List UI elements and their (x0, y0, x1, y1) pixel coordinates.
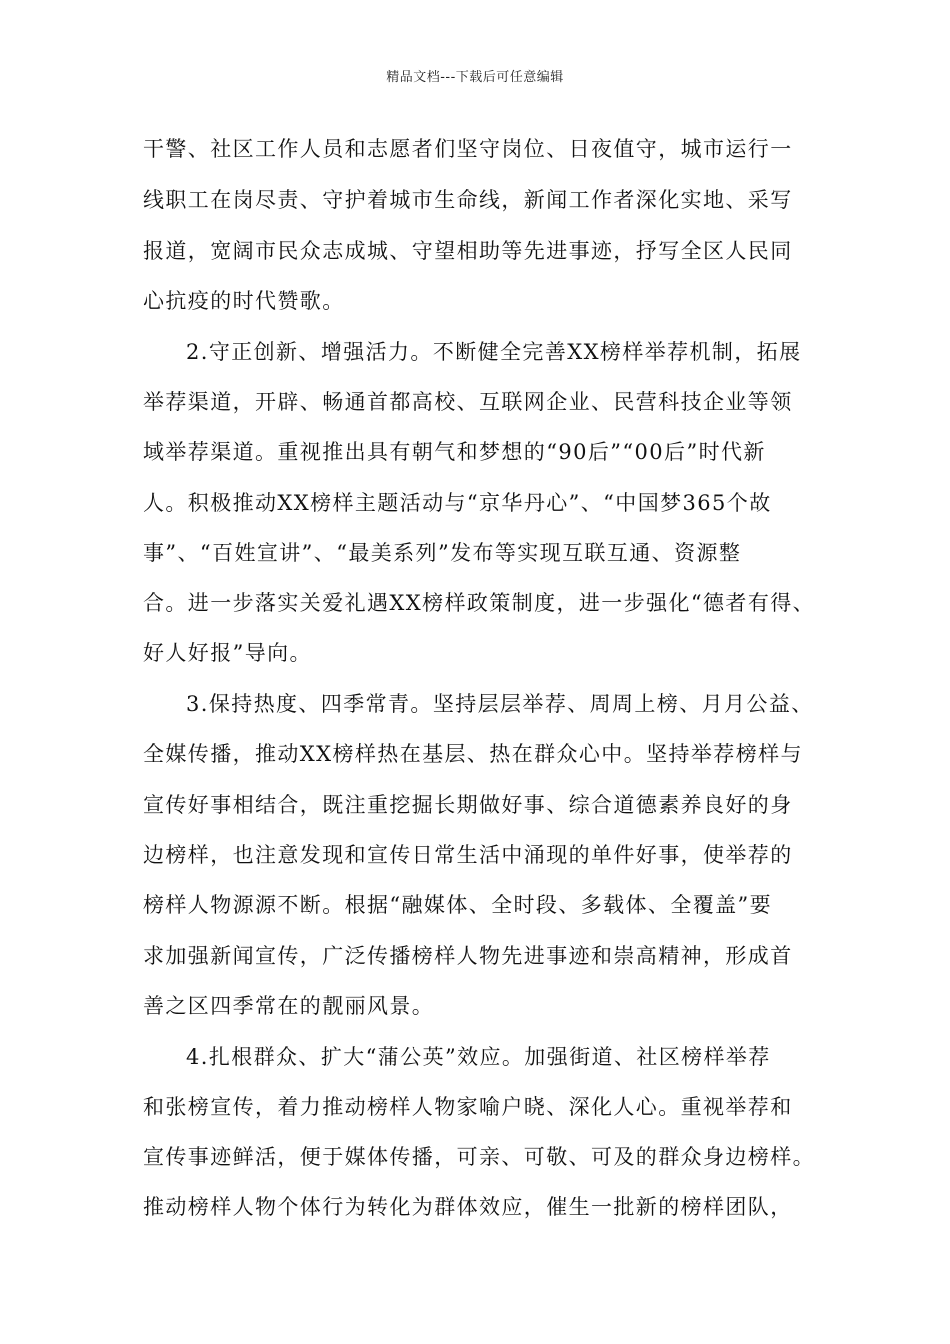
paragraph-line: 线职工在岗尽责、守护着城市生命线，新闻工作者深化实地、采写 (143, 188, 793, 212)
paragraph-line: 报道，宽阔市民众志成城、守望相助等先进事迹，抒写全区人民同 (143, 239, 793, 263)
paragraph-line: 榜样人物源源不断。根据“融媒体、全时段、多载体、全覆盖”要 (143, 893, 773, 917)
paragraph-line: 域举荐渠道。重视推出具有朝气和梦想的“90后”“00后”时代新 (143, 440, 766, 464)
paragraph-line: 宣传事迹鲜活，便于媒体传播，可亲、可敬、可及的群众身边榜样。 (143, 1145, 815, 1169)
paragraph-line: 合。进一步落实关爱礼遇XX榜样政策制度，进一步强化“德者有得、 (143, 591, 816, 615)
paragraph-line: 3.保持热度、四季常青。坚持层层举荐、周周上榜、月月公益、 (186, 692, 814, 716)
paragraph-line: 推动榜样人物个体行为转化为群体效应，催生一批新的榜样团队， (143, 1195, 793, 1219)
paragraph-line: 人。积极推动XX榜样主题活动与“京华丹心”、“中国梦365个故 (143, 491, 772, 515)
paragraph-line: 举荐渠道，开辟、畅通首都高校、互联网企业、民营科技企业等领 (143, 390, 793, 414)
paragraph-line: 干警、社区工作人员和志愿者们坚守岗位、日夜值守，城市运行一 (143, 137, 793, 161)
paragraph-line: 善之区四季常在的靓丽风景。 (143, 994, 435, 1018)
paragraph-line: 心抗疫的时代赞歌。 (143, 289, 345, 313)
paragraph-line: 宣传好事相结合，既注重挖掘长期做好事、综合道德素养良好的身 (143, 793, 793, 817)
paragraph-line: 和张榜宣传，着力推动榜样人物家喻户晓、深化人心。重视举荐和 (143, 1095, 793, 1119)
paragraph-line: 2.守正创新、增强活力。不断健全完善XX榜样举荐机制，拓展 (186, 340, 802, 364)
paragraph-line: 好人好报”导向。 (143, 641, 312, 665)
paragraph-line: 4.扎根群众、扩大“蒲公英”效应。加强街道、社区榜样举荐 (186, 1045, 771, 1069)
paragraph-line: 全媒传播，推动XX榜样热在基层、热在群众心中。坚持举荐榜样与 (143, 742, 803, 766)
paragraph-line: 边榜样，也注意发现和宣传日常生活中涌现的单件好事，使举荐的 (143, 843, 793, 867)
page-header: 精品文档---下载后可任意编辑 (386, 70, 564, 85)
paragraph-line: 事”、“百姓宣讲”、“最美系列”发布等实现互联互通、资源整 (143, 541, 742, 565)
paragraph-line: 求加强新闻宣传，广泛传播榜样人物先进事迹和崇高精神，形成首 (143, 944, 793, 968)
